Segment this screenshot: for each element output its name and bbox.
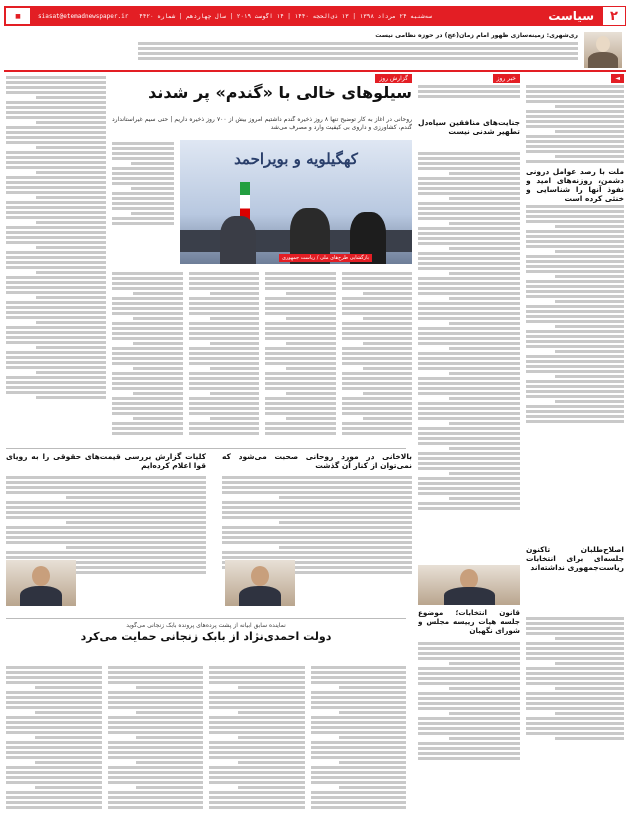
- person-left: [220, 216, 256, 264]
- main-photo: [180, 140, 412, 264]
- main-title[interactable]: سیلوهای خالی با «گندم» پر شدند: [148, 83, 412, 102]
- page-number: ۲: [602, 6, 626, 26]
- second-article-head: [6, 452, 206, 472]
- main-article-head: [112, 74, 412, 114]
- issue-meta: [30, 13, 540, 20]
- bottom-title[interactable]: دولت احمدی‌نژاد از بابک زنجانی حمایت می‌کرد: [80, 630, 332, 643]
- side-quote: [112, 140, 174, 265]
- mid-portrait: [225, 560, 295, 606]
- divider-mid: [6, 448, 406, 449]
- second-portrait: [6, 560, 76, 606]
- main-lead: روحانی در آغاز به کار توضیح تنها ۸ روز ذخیره گندم داشتیم امروز بیش از ۷۰۰ روز ذخیره داریم | حتی سیم غیراستاندارد گندم، کشاورزی و داروی بی کیفیت وارد و مصرف می‌شد: [112, 116, 412, 131]
- second-article-title[interactable]: کلیات گزارش بررسی قیمت‌های حقوقی را به رویای قوا اعلام کرده‌ایم: [6, 452, 206, 470]
- site-email[interactable]: siasat@etemadnewspaper.ir: [38, 12, 129, 20]
- section-title: سیاست: [548, 9, 594, 23]
- news-box-title-wrap: [418, 118, 520, 148]
- bottom-right-title[interactable]: قانون انتخابات؛ موضوع جلسه هیات رییسه مجلس و شورای نگهبان: [418, 608, 520, 635]
- main-body: [112, 270, 412, 440]
- bottom-kicker: نماینده سابق ابیانه از پشت پرده‌های پرونده بابک زنجانی می‌گوید: [126, 622, 286, 629]
- bottom-article-body: [6, 664, 406, 814]
- news-box-title[interactable]: جنایت‌های منافقین سیاه‌دل تطهیر شدنی نیست: [418, 118, 520, 136]
- issue-date: سه‌شنبه ۲۴ مرداد ۱۳۹۸ | ۱۳ ذی‌الحجه ۱۴۴۰ | ۱۴ آگوست ۲۰۱۹ | سال چهاردهم | شماره ۴۴۲۰: [139, 12, 432, 20]
- divider-bottom: [6, 618, 406, 619]
- main-kicker: گزارش روز: [375, 74, 412, 83]
- right-box-label: ◄: [611, 74, 624, 83]
- top-story-title[interactable]: ری‌شهری: زمینه‌سازی ظهور امام زمان(عج) در حوزه نظامی نیست: [375, 32, 578, 39]
- photo-banner-text: کهگیلویه و بویراحمد: [234, 150, 358, 168]
- top-story: [138, 32, 578, 68]
- news-box-label: خبر روز: [493, 74, 520, 83]
- newspaper-logo: ■: [6, 8, 30, 24]
- page-header-bar: [4, 6, 626, 26]
- reyshahri-portrait: [584, 32, 622, 68]
- bottom-article-head: [6, 622, 406, 662]
- divider: [4, 70, 626, 72]
- left-box-2: [526, 545, 624, 605]
- mid-article-title[interactable]: بالاخانی در مورد روحانی صحبت می‌شود که نمی‌توان از کنار آن گذشت: [222, 452, 412, 470]
- left-box-title-1[interactable]: ملت با رصد عوامل درونی دشمن، روزنه‌های امید و نفوذ آنها را شناسایی و خنثی کرده است: [526, 167, 624, 203]
- far-left-column: [6, 74, 106, 444]
- left-box-title-2[interactable]: اصلاح‌طلبان تاکنون جلسه‌ای برای انتخابات ریاست‌جمهوری نداشته‌اند: [526, 545, 624, 572]
- photo-caption: بازگشایی طرح‌های ملی / ریاست جمهوری: [279, 254, 372, 262]
- news-box-body: [418, 150, 520, 560]
- left-box-2-body: [526, 615, 624, 815]
- bottom-right-title-wrap: [418, 608, 520, 638]
- bottom-right-body: [418, 640, 520, 815]
- larijani-portrait: [418, 565, 520, 605]
- mid-article-head: [222, 452, 412, 472]
